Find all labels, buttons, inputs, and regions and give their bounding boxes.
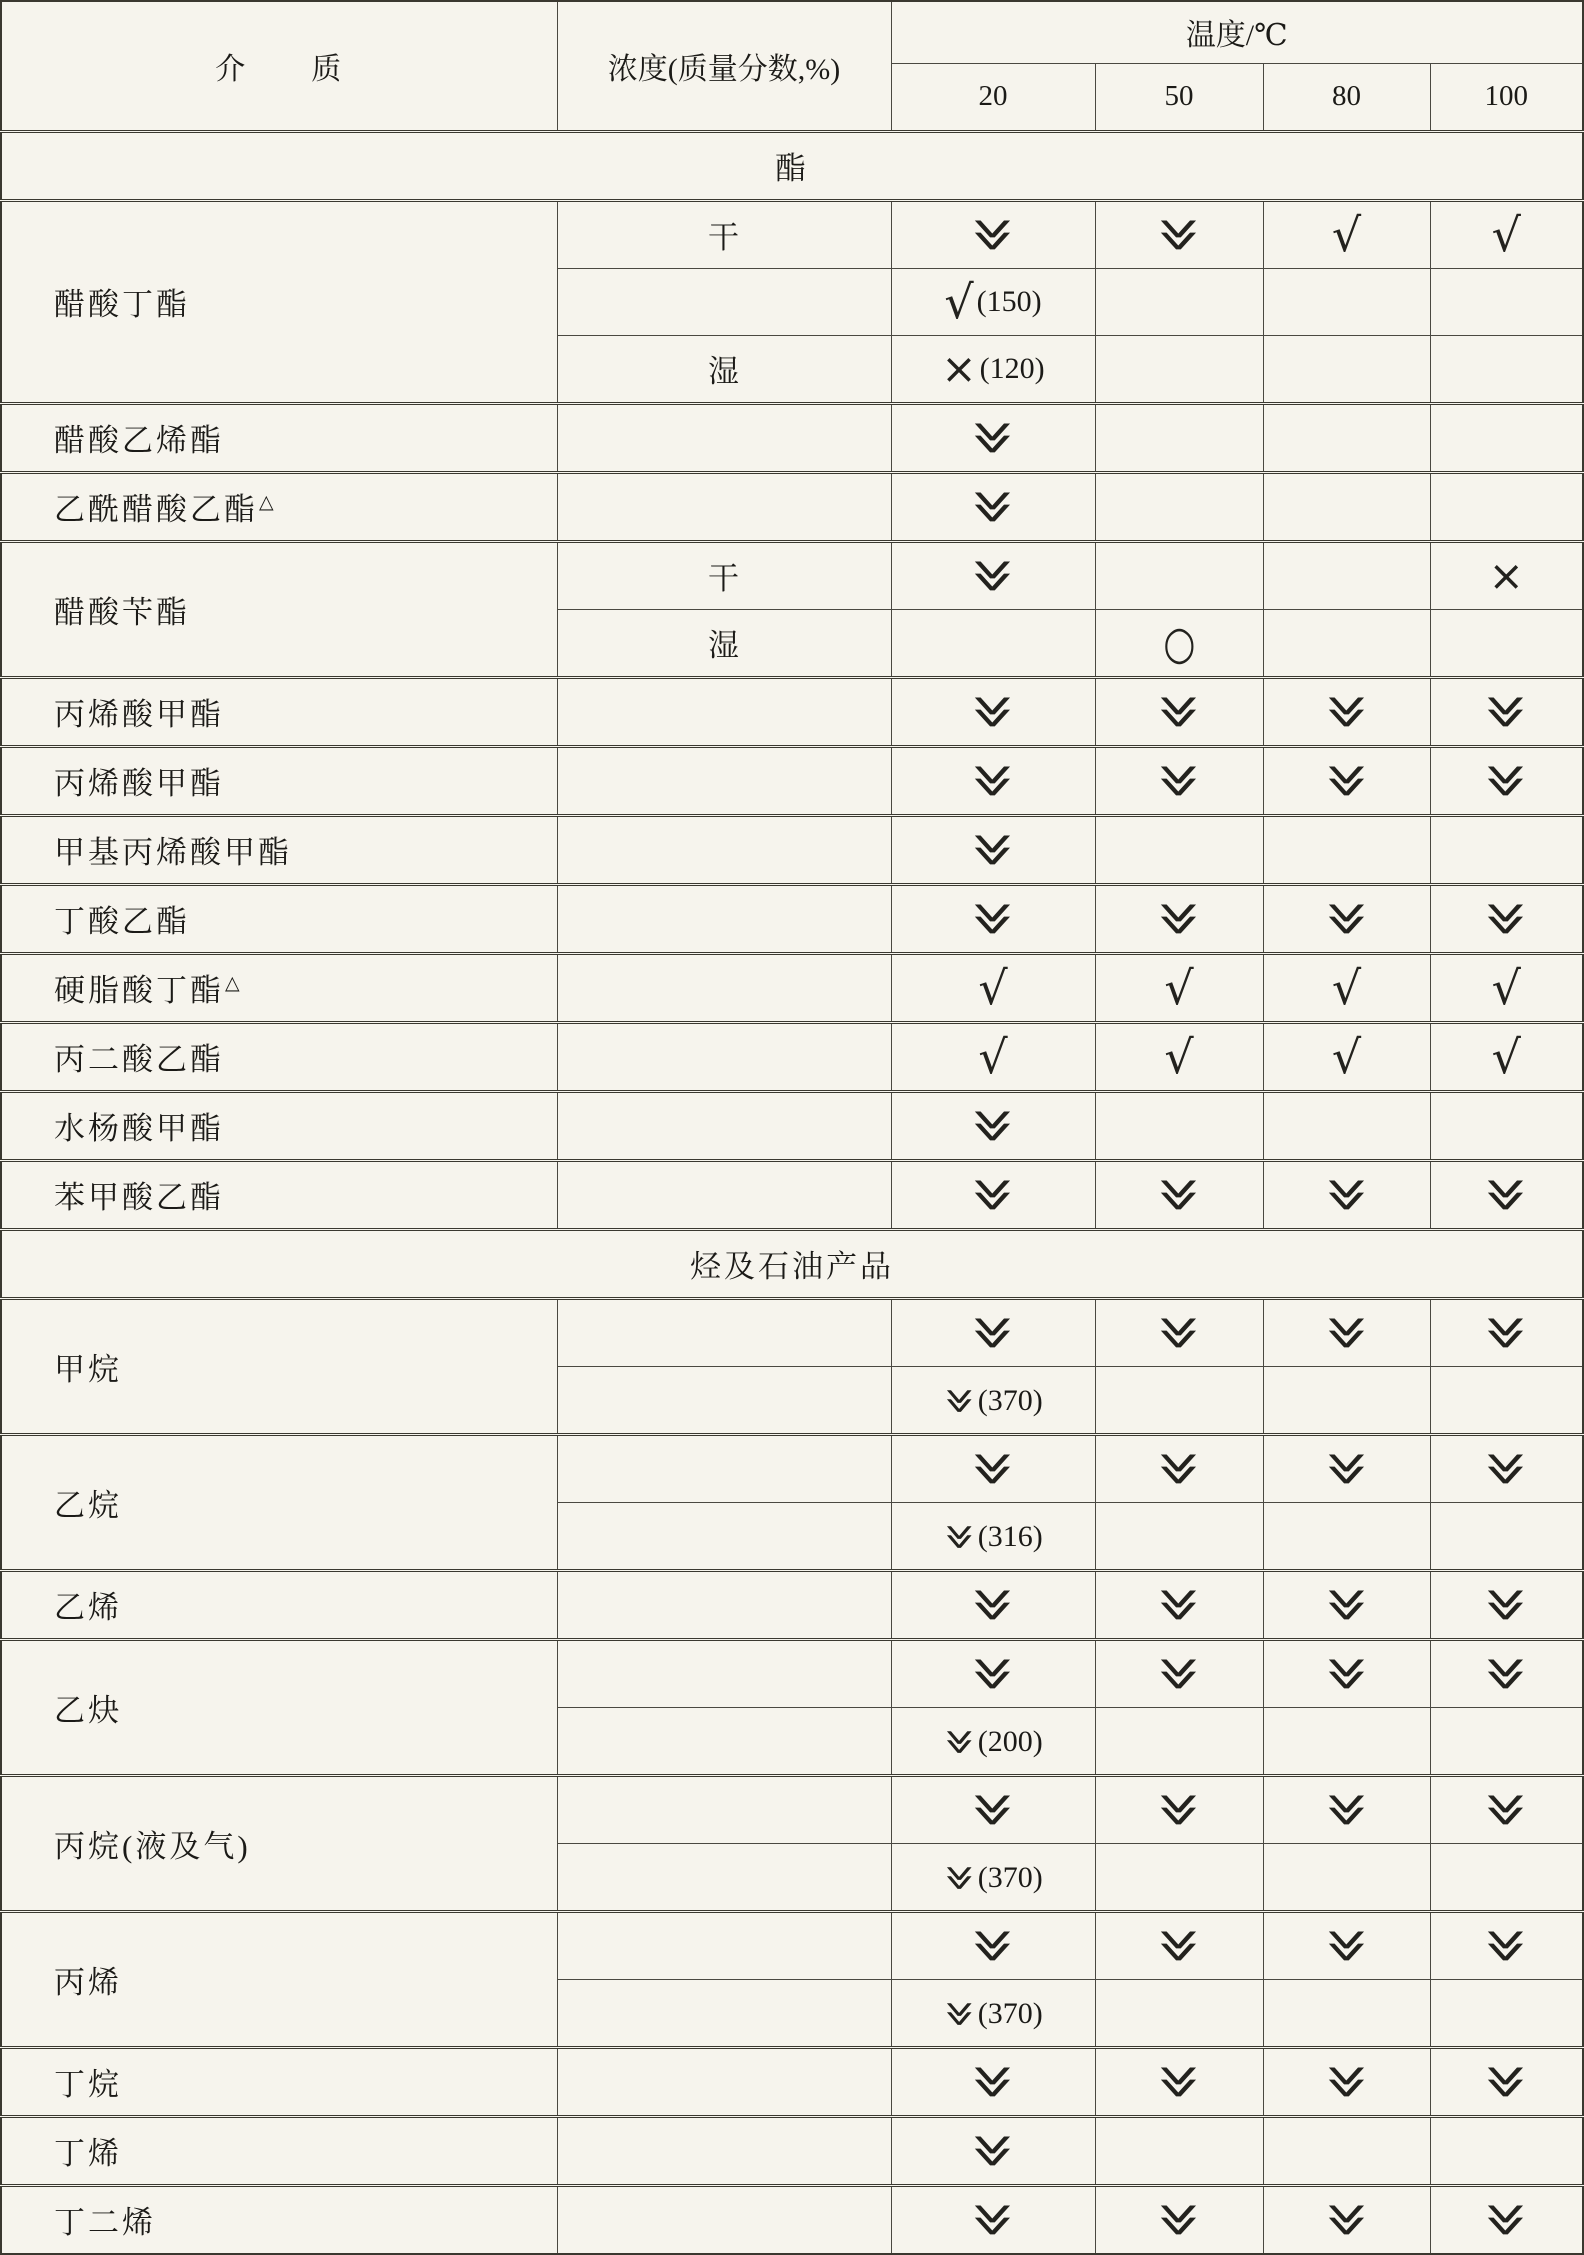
temperature-value-cell	[1430, 541, 1583, 609]
double-chevron-down-icon: ≫	[1312, 764, 1381, 798]
media-row	[1, 1022, 1583, 1091]
temperature-value-cell	[1263, 2116, 1430, 2185]
temperature-value-cell	[891, 677, 1095, 746]
temperature-value-cell	[891, 472, 1095, 541]
limit-temperature-label: (150)	[976, 284, 1042, 318]
concentration-cell	[557, 1570, 891, 1639]
temperature-value-cell	[1263, 2185, 1430, 2254]
temperature-value-cell	[1430, 268, 1583, 335]
limit-temperature-label: (316)	[977, 1520, 1043, 1554]
temperature-value-cell	[1430, 1911, 1583, 1979]
medium-name-cell: 丁酸乙酯	[1, 884, 557, 953]
concentration-cell	[557, 1434, 891, 1502]
temperature-value-cell	[891, 1775, 1095, 1843]
double-chevron-down-icon: ≫	[1144, 1929, 1214, 1963]
temperature-value-cell	[1095, 1843, 1263, 1911]
temp-100-header: 100	[1430, 63, 1583, 131]
temperature-value-cell	[1430, 1775, 1583, 1843]
temperature-value-cell	[1430, 953, 1583, 1022]
temperature-value-cell	[1430, 677, 1583, 746]
temperature-value-cell	[1095, 1570, 1263, 1639]
medium-name-cell: 丁烯	[1, 2116, 557, 2185]
temperature-value-cell	[1263, 1091, 1430, 1160]
triangle-note-marker: △	[259, 492, 274, 513]
double-chevron-down-icon: ≫	[958, 1316, 1028, 1350]
medium-name-cell: 醋酸苄酯	[1, 541, 557, 677]
temperature-value-cell	[1430, 746, 1583, 815]
temperature-value-cell	[1263, 200, 1430, 268]
double-chevron-down-icon: ≫	[1144, 902, 1214, 936]
temperature-value-cell	[1263, 746, 1430, 815]
temperature-value-cell	[1263, 2047, 1430, 2116]
temperature-value-cell	[1430, 1639, 1583, 1707]
concentration-cell	[557, 815, 891, 884]
temperature-value-cell	[1430, 2116, 1583, 2185]
media-row	[1, 472, 1583, 541]
concentration-cell	[557, 1022, 891, 1091]
concentration-column-header: 浓度(质量分数,%)	[557, 1, 891, 131]
concentration-cell: 干	[557, 200, 891, 268]
temperature-value-cell	[1430, 403, 1583, 472]
double-chevron-down-icon: ≫	[1471, 1929, 1541, 1963]
temperature-value-cell	[1095, 1298, 1263, 1366]
media-row	[1, 1160, 1583, 1229]
double-chevron-down-icon: ≫	[935, 2001, 985, 2027]
table-header	[1, 1, 1583, 131]
double-chevron-down-icon: ≫	[1471, 2065, 1541, 2099]
double-chevron-down-icon: ≫	[1144, 764, 1214, 798]
temperature-value-cell	[1263, 815, 1430, 884]
temperature-value-cell	[891, 1570, 1095, 1639]
concentration-cell	[557, 1298, 891, 1366]
triangle-note-marker: △	[225, 973, 240, 994]
concentration-cell: 湿	[557, 335, 891, 403]
temperature-value-cell	[1430, 1979, 1583, 2047]
temperature-value-cell	[1263, 1639, 1430, 1707]
media-row	[1, 677, 1583, 746]
temperature-value-cell	[1263, 1022, 1430, 1091]
temp-80-header: 80	[1263, 63, 1430, 131]
double-chevron-down-icon: ≫	[1144, 1452, 1214, 1486]
cross-icon: ×	[1488, 550, 1524, 600]
double-chevron-down-icon: ≫	[958, 2203, 1028, 2237]
temperature-value-cell	[1263, 541, 1430, 609]
temperature-value-cell	[1095, 1160, 1263, 1229]
temperature-value-cell	[1430, 2047, 1583, 2116]
double-chevron-down-icon: ≫	[1144, 218, 1214, 252]
double-chevron-down-icon: ≫	[1471, 1657, 1541, 1691]
concentration-cell	[557, 953, 891, 1022]
check-icon: √	[1491, 207, 1521, 262]
temperature-value-cell	[1430, 472, 1583, 541]
double-chevron-down-icon: ≫	[1312, 1178, 1381, 1212]
temperature-value-cell	[1263, 1707, 1430, 1775]
double-chevron-down-icon: ≫	[1312, 1793, 1381, 1827]
section-row	[1, 1229, 1583, 1298]
temperature-value-cell	[1263, 1434, 1430, 1502]
temperature-value-cell	[1263, 1775, 1430, 1843]
temperature-value-cell	[891, 1843, 1095, 1911]
temperature-value-cell	[891, 1639, 1095, 1707]
temperature-value-cell	[1430, 335, 1583, 403]
double-chevron-down-icon: ≫	[958, 421, 1028, 455]
temperature-value-cell	[1430, 1298, 1583, 1366]
temperature-value-cell	[891, 403, 1095, 472]
double-chevron-down-icon: ≫	[1471, 1793, 1541, 1827]
temperature-value-cell	[1263, 1298, 1430, 1366]
medium-name-cell: 苯甲酸乙酯	[1, 1160, 557, 1229]
temperature-value-cell	[1095, 1979, 1263, 2047]
temperature-value-cell	[1430, 2185, 1583, 2254]
cross-icon: ×	[941, 343, 977, 393]
temperature-value-cell	[1095, 472, 1263, 541]
temperature-value-cell	[1263, 268, 1430, 335]
medium-name-cell: 乙烯	[1, 1570, 557, 1639]
double-chevron-down-icon: ≫	[1312, 1316, 1381, 1350]
temperature-value-cell	[891, 1160, 1095, 1229]
temperature-value-cell	[891, 1091, 1095, 1160]
medium-name-cell: 丁烷	[1, 2047, 557, 2116]
double-chevron-down-icon: ≫	[958, 1178, 1028, 1212]
temperature-value-cell	[1430, 1366, 1583, 1434]
concentration-cell	[557, 1091, 891, 1160]
double-chevron-down-icon: ≫	[1471, 764, 1541, 798]
temperature-value-cell	[1095, 1022, 1263, 1091]
temperature-value-cell	[891, 1911, 1095, 1979]
concentration-cell	[557, 268, 891, 335]
temperature-value-cell	[891, 1502, 1095, 1570]
temperature-value-cell	[1263, 884, 1430, 953]
double-chevron-down-icon: ≫	[958, 764, 1028, 798]
double-chevron-down-icon: ≫	[1312, 1657, 1381, 1691]
media-row	[1, 1911, 1583, 1979]
temp-50-header: 50	[1095, 63, 1263, 131]
concentration-cell	[557, 472, 891, 541]
check-icon: √	[978, 1029, 1008, 1084]
double-chevron-down-icon: ≫	[1144, 2065, 1214, 2099]
temperature-value-cell	[1095, 268, 1263, 335]
temperature-value-cell	[1263, 403, 1430, 472]
double-chevron-down-icon: ≫	[1144, 1178, 1214, 1212]
concentration-cell	[557, 2185, 891, 2254]
medium-name-cell: 丙烯酸甲酯	[1, 746, 557, 815]
temperature-value-cell	[1263, 609, 1430, 677]
double-chevron-down-icon: ≫	[958, 2134, 1028, 2168]
media-row	[1, 1091, 1583, 1160]
media-row	[1, 2116, 1583, 2185]
section-row	[1, 131, 1583, 200]
media-row	[1, 2047, 1583, 2116]
temperature-group-header: 温度/℃	[891, 1, 1583, 63]
concentration-cell: 湿	[557, 609, 891, 677]
temp-20-header: 20	[891, 63, 1095, 131]
temperature-value-cell	[891, 268, 1095, 335]
concentration-cell	[557, 1843, 891, 1911]
temperature-value-cell	[1263, 677, 1430, 746]
temperature-value-cell	[1095, 884, 1263, 953]
double-chevron-down-icon: ≫	[958, 833, 1028, 867]
temperature-value-cell	[891, 1298, 1095, 1366]
medium-name-cell: 丙烯	[1, 1911, 557, 2047]
temperature-value-cell	[1263, 1502, 1430, 1570]
medium-name-cell: 硬脂酸丁酯△	[1, 953, 557, 1022]
temperature-value-cell	[1095, 403, 1263, 472]
media-row	[1, 1570, 1583, 1639]
circle-icon: ○	[1162, 615, 1196, 669]
temperature-value-cell	[1430, 1022, 1583, 1091]
section-title: 酯	[1, 131, 1583, 200]
concentration-cell	[557, 1979, 891, 2047]
temperature-value-cell	[1430, 1502, 1583, 1570]
temperature-value-cell	[891, 1707, 1095, 1775]
medium-name-cell: 乙酰醋酸乙酯△	[1, 472, 557, 541]
double-chevron-down-icon: ≫	[1471, 2203, 1541, 2237]
concentration-cell	[557, 1707, 891, 1775]
temperature-value-cell	[891, 1366, 1095, 1434]
temperature-value-cell	[1095, 2116, 1263, 2185]
medium-name-cell: 乙炔	[1, 1639, 557, 1775]
media-row	[1, 1639, 1583, 1707]
temperature-value-cell	[891, 541, 1095, 609]
media-row	[1, 953, 1583, 1022]
concentration-cell	[557, 403, 891, 472]
temperature-value-cell	[1263, 1843, 1430, 1911]
temperature-value-cell	[1095, 2185, 1263, 2254]
medium-name-cell: 丙烷(液及气)	[1, 1775, 557, 1911]
check-icon: √	[944, 274, 974, 329]
double-chevron-down-icon: ≫	[958, 218, 1028, 252]
temperature-value-cell	[1095, 541, 1263, 609]
limit-temperature-label: (120)	[979, 351, 1045, 385]
temperature-value-cell	[891, 609, 1095, 677]
medium-name-cell: 甲烷	[1, 1298, 557, 1434]
double-chevron-down-icon: ≫	[958, 2065, 1028, 2099]
temperature-value-cell	[1263, 1160, 1430, 1229]
header-row-1	[1, 1, 1583, 63]
double-chevron-down-icon: ≫	[1144, 2203, 1214, 2237]
temperature-value-cell	[1095, 677, 1263, 746]
media-row	[1, 1298, 1583, 1366]
temperature-value-cell	[1095, 1911, 1263, 1979]
temperature-value-cell	[891, 335, 1095, 403]
double-chevron-down-icon: ≫	[1312, 695, 1381, 729]
limit-temperature-label: (370)	[977, 1384, 1043, 1418]
media-row	[1, 884, 1583, 953]
temperature-value-cell	[891, 1022, 1095, 1091]
concentration-cell	[557, 746, 891, 815]
double-chevron-down-icon: ≫	[1471, 1588, 1541, 1622]
double-chevron-down-icon: ≫	[1312, 2203, 1381, 2237]
temperature-value-cell	[891, 2116, 1095, 2185]
temperature-value-cell	[1095, 200, 1263, 268]
temperature-value-cell	[1430, 609, 1583, 677]
temperature-value-cell	[1430, 1843, 1583, 1911]
concentration-cell	[557, 1911, 891, 1979]
medium-name-cell: 甲基丙烯酸甲酯	[1, 815, 557, 884]
temperature-value-cell	[1095, 746, 1263, 815]
temperature-value-cell	[1095, 1091, 1263, 1160]
check-icon: √	[978, 960, 1008, 1015]
temperature-value-cell	[1430, 1570, 1583, 1639]
limit-temperature-label: (370)	[977, 1861, 1043, 1895]
check-icon: √	[1491, 960, 1521, 1015]
table-body	[1, 131, 1583, 2254]
temperature-value-cell	[1263, 1570, 1430, 1639]
concentration-cell	[557, 1639, 891, 1707]
double-chevron-down-icon: ≫	[958, 1452, 1028, 1486]
double-chevron-down-icon: ≫	[958, 559, 1028, 593]
temperature-value-cell	[1095, 815, 1263, 884]
temperature-value-cell	[1095, 1707, 1263, 1775]
temperature-value-cell	[1430, 815, 1583, 884]
double-chevron-down-icon: ≫	[935, 1729, 985, 1755]
temperature-value-cell	[1095, 2047, 1263, 2116]
medium-name-cell: 丙烯酸甲酯	[1, 677, 557, 746]
double-chevron-down-icon: ≫	[1312, 1588, 1381, 1622]
medium-name-cell: 醋酸乙烯酯	[1, 403, 557, 472]
media-row	[1, 1434, 1583, 1502]
concentration-cell	[557, 1160, 891, 1229]
double-chevron-down-icon: ≫	[1144, 1316, 1214, 1350]
concentration-cell	[557, 2116, 891, 2185]
media-row	[1, 403, 1583, 472]
temperature-value-cell	[1430, 884, 1583, 953]
limit-temperature-label: (200)	[977, 1725, 1043, 1759]
temperature-value-cell	[1263, 1979, 1430, 2047]
concentration-cell	[557, 1502, 891, 1570]
concentration-cell: 干	[557, 541, 891, 609]
temperature-value-cell	[891, 200, 1095, 268]
temperature-value-cell	[891, 884, 1095, 953]
temperature-value-cell	[891, 1979, 1095, 2047]
check-icon: √	[1331, 207, 1362, 262]
double-chevron-down-icon: ≫	[1144, 1793, 1214, 1827]
media-row	[1, 200, 1583, 268]
double-chevron-down-icon: ≫	[935, 1524, 985, 1550]
temperature-value-cell	[891, 953, 1095, 1022]
medium-name-cell: 乙烷	[1, 1434, 557, 1570]
check-icon: √	[1164, 1029, 1194, 1084]
temperature-value-cell	[1095, 335, 1263, 403]
temperature-value-cell	[1095, 1366, 1263, 1434]
section-title: 烃及石油产品	[1, 1229, 1583, 1298]
temperature-value-cell	[1095, 1434, 1263, 1502]
temperature-value-cell	[1095, 609, 1263, 677]
double-chevron-down-icon: ≫	[1144, 695, 1214, 729]
double-chevron-down-icon: ≫	[1144, 1588, 1214, 1622]
double-chevron-down-icon: ≫	[958, 1793, 1028, 1827]
temperature-value-cell	[1095, 1502, 1263, 1570]
temperature-value-cell	[891, 1434, 1095, 1502]
temperature-value-cell	[1263, 472, 1430, 541]
double-chevron-down-icon: ≫	[1312, 902, 1381, 936]
medium-name-cell: 水杨酸甲酯	[1, 1091, 557, 1160]
concentration-cell	[557, 884, 891, 953]
temperature-value-cell	[1263, 335, 1430, 403]
concentration-cell	[557, 1366, 891, 1434]
double-chevron-down-icon: ≫	[1312, 1929, 1381, 1963]
double-chevron-down-icon: ≫	[958, 695, 1028, 729]
double-chevron-down-icon: ≫	[935, 1388, 985, 1414]
check-icon: √	[1331, 960, 1362, 1015]
temperature-value-cell	[1095, 1639, 1263, 1707]
temperature-value-cell	[891, 2047, 1095, 2116]
media-row	[1, 2185, 1583, 2254]
temperature-value-cell	[1430, 1434, 1583, 1502]
temperature-value-cell	[1430, 1160, 1583, 1229]
temperature-value-cell	[891, 2185, 1095, 2254]
double-chevron-down-icon: ≫	[1144, 1657, 1214, 1691]
double-chevron-down-icon: ≫	[1471, 1178, 1541, 1212]
temperature-value-cell	[1430, 1091, 1583, 1160]
media-row	[1, 541, 1583, 609]
media-row	[1, 1775, 1583, 1843]
temperature-value-cell	[1095, 1775, 1263, 1843]
temperature-value-cell	[1430, 1707, 1583, 1775]
limit-temperature-label: (370)	[977, 1997, 1043, 2031]
temperature-value-cell	[1095, 953, 1263, 1022]
media-row	[1, 815, 1583, 884]
check-icon: √	[1164, 960, 1194, 1015]
double-chevron-down-icon: ≫	[958, 1657, 1028, 1691]
double-chevron-down-icon: ≫	[1312, 2065, 1381, 2099]
double-chevron-down-icon: ≫	[1471, 695, 1541, 729]
temperature-value-cell	[1263, 953, 1430, 1022]
temperature-value-cell	[1263, 1366, 1430, 1434]
double-chevron-down-icon: ≫	[1471, 902, 1541, 936]
check-icon: √	[1331, 1029, 1362, 1084]
double-chevron-down-icon: ≫	[958, 490, 1028, 524]
medium-name-cell: 丙二酸乙酯	[1, 1022, 557, 1091]
double-chevron-down-icon: ≫	[958, 902, 1028, 936]
medium-name-cell: 丁二烯	[1, 2185, 557, 2254]
double-chevron-down-icon: ≫	[958, 1929, 1028, 1963]
concentration-cell	[557, 677, 891, 746]
temperature-value-cell	[1263, 1911, 1430, 1979]
temperature-value-cell	[891, 746, 1095, 815]
temperature-value-cell	[1430, 200, 1583, 268]
concentration-cell	[557, 1775, 891, 1843]
double-chevron-down-icon: ≫	[1471, 1452, 1541, 1486]
medium-column-header: 介 质	[1, 1, 557, 131]
double-chevron-down-icon: ≫	[1312, 1452, 1381, 1486]
double-chevron-down-icon: ≫	[935, 1865, 985, 1891]
temperature-value-cell	[891, 815, 1095, 884]
check-icon: √	[1491, 1029, 1521, 1084]
double-chevron-down-icon: ≫	[958, 1588, 1028, 1622]
double-chevron-down-icon: ≫	[958, 1109, 1028, 1143]
concentration-cell	[557, 2047, 891, 2116]
medium-name-cell: 醋酸丁酯	[1, 200, 557, 403]
media-row	[1, 746, 1583, 815]
double-chevron-down-icon: ≫	[1471, 1316, 1541, 1350]
